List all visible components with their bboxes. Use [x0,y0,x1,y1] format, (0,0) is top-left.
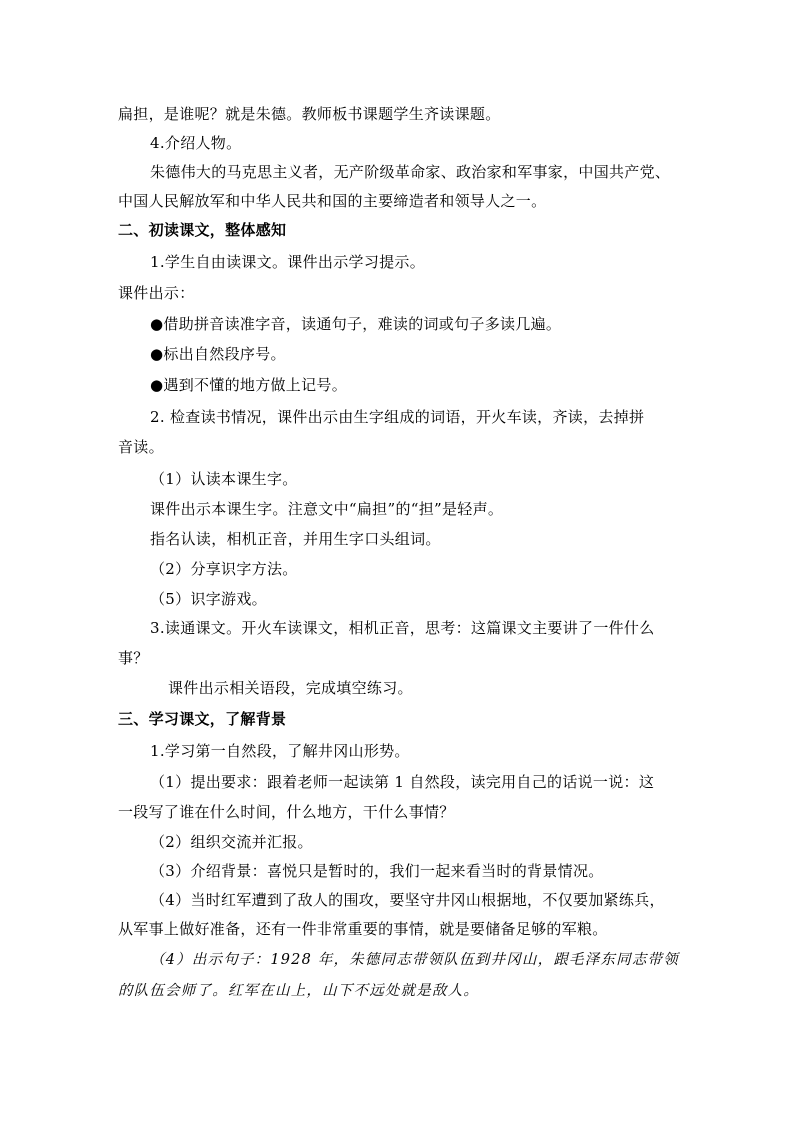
text-line: （5）识字游戏。 [150,590,267,608]
bullet-item: ●标出自然段序号。 [150,345,286,363]
quote-line: 的队伍会师了。红军在山上，山下不远处就是敌人。 [118,983,480,999]
text-line: （1）提出要求：跟着老师一起读第 1 自然段，读完用自己的话说一说：这 [150,773,655,791]
text-line: 事？ [118,649,149,667]
text-line: 扁担，是谁呢？就是朱德。教师板书课题学生齐读课题。 [118,105,501,123]
text-line: 朱德伟大的马克思主义者，无产阶级革命家、政治家和军事家，中国共产党、 [150,163,671,181]
text-line: （1）认读本课生字。 [150,470,298,488]
quote-line: （4）出示句子：1928 年，朱德同志带领队伍到井冈山，跟毛泽东同志带领 [150,952,679,968]
text-line: （3）介绍背景：喜悦只是暂时的，我们一起来看当时的背景情况。 [150,862,604,880]
section-heading: 三、学习课文，了解背景 [118,710,287,728]
bullet-item: ●遇到不懂的地方做上记号。 [150,376,347,394]
text-line: 中国人民解放军和中华人民共和国的主要缔造者和领导人之一。 [118,192,547,210]
text-line: 3.读通课文。开火车读课文，相机正音，思考：这篇课文主要讲了一件什么 [150,619,655,637]
text-line: 指名认读，相机正音，并用生字口头组词。 [150,530,441,548]
text-line: 1.学习第一自然段，了解井冈山形势。 [150,742,410,760]
text-line: （2）组织交流并汇报。 [150,833,313,851]
text-line: 从军事上做好准备，还有一件非常重要的事情，就是要储备足够的军粮。 [118,920,608,938]
text-line: 1.学生自由读课文。课件出示学习提示。 [150,253,426,271]
text-line: （2）分享识字方法。 [150,560,298,578]
text-line: 课件出示： [118,284,195,302]
text-line: 2. 检查读书情况，课件出示由生字组成的词语，开火车读，齐读，去掉拼 [150,408,645,426]
text-line: 音读。 [118,438,164,456]
text-line: （4）当时红军遭到了敌人的围攻，要坚守井冈山根据地，不仅要加紧练兵， [150,891,665,909]
text-line: 一段写了谁在什么时间，什么地方，干什么事情？ [118,803,455,821]
text-line: 课件出示本课生字。注意文中“扁担”的“担”是轻声。 [150,500,504,518]
section-heading: 二、初读课文，整体感知 [118,221,287,239]
text-line: 4.介绍人物。 [150,134,242,152]
text-line: 课件出示相关语段，完成填空练习。 [168,679,413,697]
bullet-item: ●借助拼音读准字音，读通句子，难读的词或句子多读几遍。 [150,315,562,333]
